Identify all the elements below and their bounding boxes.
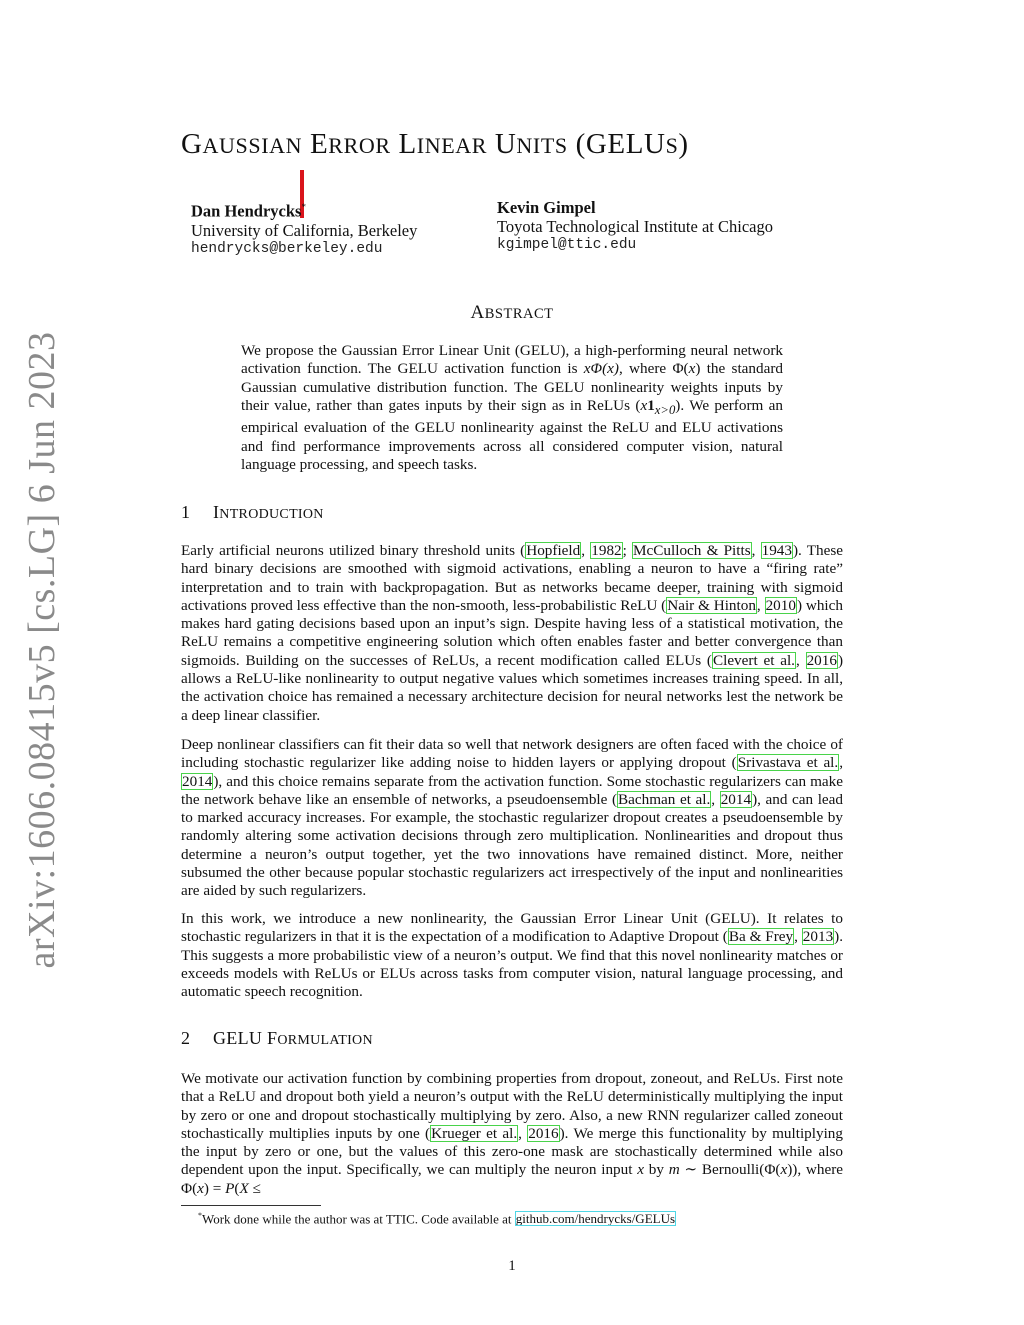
citation-link[interactable]: Clevert et al. (712, 651, 795, 669)
citation-link[interactable]: Krueger et al. (431, 1124, 518, 1142)
citation-link[interactable]: 1943 (761, 542, 792, 559)
intro-paragraph-2: Deep nonlinear classifiers can fit their data so well that network designers are often faced with the choice of including stochastic regularizer like adding noise to hidden layers or applying dropout (Srivastava et al., 2014), and this choice remains separate from the activation function. Some stochastic regularizers can make the network behave like an ensemble of networks, a pseudoensemble (Bachman et al., 2014), and can lead to marked accuracy increases. For example, the stochastic regularizer dropout creates a pseudoensemble by randomly altering some activation decisions through zero multiplication. Nonlinearities and dropout thus determine a neuron’s output together, yet the two innovations have remained distinct. More, neither subsumed the other because popular stochastic regularizers act irrespectively of the input and nonlinearities are aided by such regularizers. (181, 736, 843, 900)
author-name: Kevin Gimpel (497, 198, 596, 217)
author-email[interactable]: hendrycks@berkeley.edu (191, 240, 383, 257)
citation-link[interactable]: 2014 (720, 790, 752, 808)
citation-link[interactable]: 2013 (802, 928, 834, 946)
citation-link[interactable]: Ba & Frey (728, 928, 794, 946)
formulation-paragraph-1: We motivate our activation function by combining properties from dropout, zoneout, and ReLUs. First note that a ReLU and dropout both yield a neuron’s output with the ReLU deterministically multiplying the input by zero or one and dropout stochastically multiplying by zero. Also, a new RNN regularizer called zoneout stochastically multiplies inputs by one (Krueger et al., 2016). We merge this functionality by multiplying the input by zero or one, but the values of this zero-one mask are stochastically determined while also dependent upon the input. Specifically, we can multiply the neuron input x by m ∼ Bernoulli(Φ(x)), where Φ(x) = P(X ≤ (181, 1070, 844, 1197)
citation-link[interactable]: Nair & Hinton (667, 596, 756, 614)
author-affiliation: Toyota Technological Institute at Chicago (497, 217, 773, 236)
footnote: *Work done while the author was at TTIC. Code available at github.com/hendrycks/GELUs (198, 1211, 676, 1227)
intro-paragraph-1: Early artificial neurons utilized binary threshold units (Hopfield, 1982; McCulloch & Pitts, 1943). These hard binary decisions are smoothed with sigmoid activations, enabling a neuron to have a “firing rate” interpretation and to train with backpropagation. But as networks became deeper, training with sigmoid activations proved less effective than the non-smooth, less-probabilistic ReLU (Nair & Hinton, 2010) which makes hard gating decisions based upon an input’s sign. Despite having less of a statistical motivation, the ReLU remains a competitive engineering solution which often enables faster and better convergence than sigmoids. Building on the successes of ReLUs, a recent modification called ELUs (Clevert et al., 2016) allows a ReLU-like nonlinearity to output negative values which sometimes increases training speed. In all, the activation choice has remained a necessary architecture decision for neural networks lest the network be a deep linear classifier. (181, 542, 844, 724)
page-number: 1 (508, 1258, 516, 1274)
code-url-link[interactable]: github.com/hendrycks/GELUs (515, 1211, 676, 1227)
abstract-heading: ABSTRACT (470, 302, 554, 323)
section-heading-gelu-formulation: 2 GELU FORMULATION (181, 1028, 373, 1048)
citation-link[interactable]: Srivastava et al. (737, 754, 839, 772)
citation-link[interactable]: 1982 (591, 542, 622, 559)
author-affiliation: University of California, Berkeley (191, 220, 418, 240)
author-block-2 (497, 198, 773, 255)
citation-link[interactable]: 2016 (528, 1124, 559, 1142)
citation-link[interactable]: 2016 (806, 651, 837, 669)
footnote-mark[interactable]: * (301, 202, 306, 212)
author-block-1 (191, 198, 417, 259)
section-heading-introduction: 1 INTRODUCTION (181, 502, 324, 522)
footnote-divider (181, 1205, 321, 1206)
citation-link[interactable]: Bachman et al. (618, 790, 711, 808)
author-email[interactable]: kgimpel@ttic.edu (497, 237, 637, 253)
intro-paragraph-3: In this work, we introduce a new nonlinearity, the Gaussian Error Linear Unit (GELU). It relates to stochastic regularizers in that it is the expectation of a modification to Adaptive Dropout (Ba & Frey, 2013). This suggests a more probabilistic view of a neuron’s output. We find that this novel nonlinearity matches or exceeds models with ReLUs or ELUs across tasks from computer vision, natural language processing, and automatic speech recognition. (181, 910, 844, 1001)
citation-link[interactable]: Hopfield (526, 542, 581, 559)
author-name: Dan Hendrycks (191, 201, 302, 221)
arxiv-identifier-stamp: arXiv:1606.08415v5 [cs.LG] 6 Jun 2023 (21, 331, 63, 969)
citation-link[interactable]: 2010 (765, 596, 796, 614)
citation-link[interactable]: McCulloch & Pitts (633, 542, 751, 559)
abstract-text: We propose the Gaussian Error Linear Unit (GELU), a high-performing neural network activation function. The GELU activation function is xΦ(x), where Φ(x) the standard Gaussian cumulative distribution function. The GELU nonlinearity weights inputs by their value, rather than gates inputs by their sign as in ReLUs $(x1_{x>0})$. We perform an empirical evaluation of the GELU nonlinearity against the ReLU and ELU activations and find performance improvements across all considered computer vision, natural language processing, and speech tasks. (241, 342, 784, 473)
paper-title: GAUSSIAN ERROR LINEAR UNITS (GELUS) (181, 128, 689, 160)
citation-link[interactable]: 2014 (182, 772, 213, 790)
